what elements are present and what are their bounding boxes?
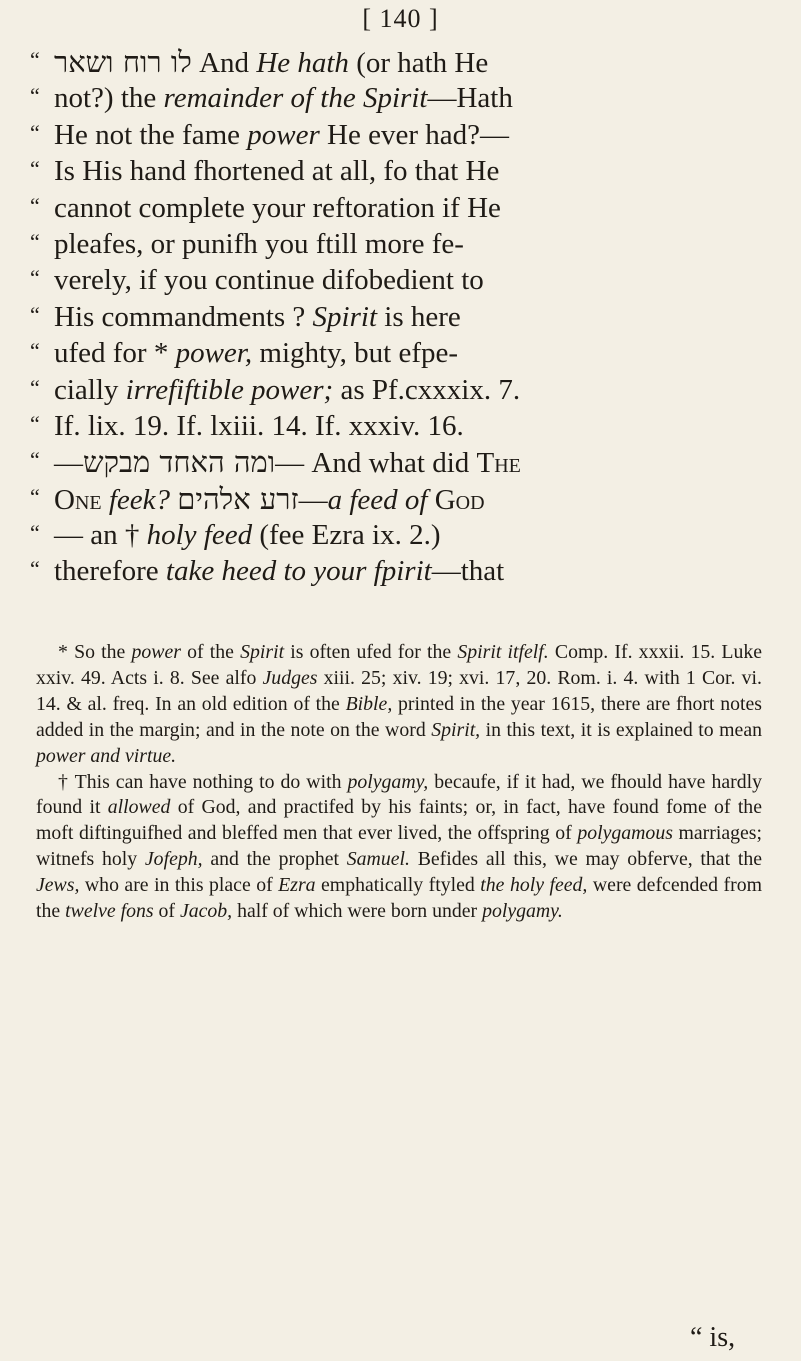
quote-mark: “ bbox=[30, 156, 40, 182]
quote-mark: “ bbox=[30, 520, 40, 546]
text-run: If. lix. 19. If. lxiii. 14. If. xxxiv. 16. bbox=[54, 409, 464, 442]
text-run: Samuel. bbox=[346, 848, 410, 871]
text-run: God bbox=[434, 483, 485, 516]
main-text bbox=[30, 44, 775, 590]
text-run: half of which were born under bbox=[232, 900, 483, 923]
text-run: as Pf.cxxxix. 7. bbox=[333, 373, 521, 406]
text-run: (or hath He bbox=[348, 47, 489, 79]
quote-mark: “ bbox=[30, 410, 40, 436]
text-run: twelve fons bbox=[65, 900, 154, 923]
text-run: cannot complete your reftoration if He bbox=[54, 191, 501, 224]
text-line bbox=[30, 44, 775, 80]
text-run: of God, and practifed by his faints; or, in fact, have found fome of the moft diftinguifhed and bleffed men that ever lived, the offspring of bbox=[36, 796, 762, 845]
text-line bbox=[30, 335, 775, 371]
text-run: Judges bbox=[262, 666, 318, 689]
text-run: of bbox=[153, 900, 180, 923]
text-run: holy feed bbox=[146, 519, 253, 552]
quote-mark: “ bbox=[30, 83, 40, 109]
quote-mark: “ bbox=[30, 192, 40, 218]
text-run: Jofeph, bbox=[144, 848, 203, 871]
text-line bbox=[30, 190, 775, 226]
quote-mark: “ bbox=[30, 265, 40, 291]
text-run: power, bbox=[175, 337, 253, 370]
text-run bbox=[427, 484, 434, 516]
text-run: Befides all this, we may obferve, that the bbox=[409, 848, 762, 871]
text-run: — bbox=[298, 483, 328, 516]
text-run: take heed to your fpirit bbox=[165, 555, 432, 588]
text-run: — bbox=[54, 447, 83, 480]
text-run: a feed of bbox=[327, 483, 428, 516]
quote-mark: “ bbox=[30, 228, 40, 254]
text-run: polygamy, bbox=[347, 770, 429, 793]
text-line bbox=[30, 299, 775, 335]
quote-mark: “ bbox=[30, 47, 40, 72]
text-run: And bbox=[191, 47, 257, 79]
text-run: Spirit itfelf. bbox=[457, 641, 549, 663]
text-run: were defcended from the bbox=[36, 874, 762, 923]
text-run: Bible, bbox=[345, 692, 393, 715]
text-run: and the prophet bbox=[202, 848, 347, 871]
text-run: Spirit bbox=[312, 300, 378, 333]
text-run: This can have nothing to do with bbox=[74, 770, 348, 793]
quote-mark: “ bbox=[30, 483, 40, 509]
text-run: pleafes, or punifh you ftill more fe- bbox=[54, 227, 464, 260]
text-run: He ever had?— bbox=[319, 118, 509, 151]
text-line bbox=[30, 262, 775, 298]
quote-mark: “ bbox=[30, 374, 40, 400]
text-line bbox=[30, 117, 775, 153]
text-run: cially bbox=[54, 373, 126, 406]
text-run: remainder of the Spirit bbox=[163, 82, 428, 115]
text-run: — an † bbox=[54, 519, 147, 552]
text-run: * bbox=[58, 641, 75, 663]
text-run: (fee Ezra ix. 2.) bbox=[252, 519, 441, 552]
text-run: power bbox=[131, 641, 181, 663]
text-run: Jacob, bbox=[179, 900, 233, 923]
footnote bbox=[36, 640, 762, 770]
text-run: becaufe, if it had, we fhould have hardly found it bbox=[36, 770, 762, 819]
text-run: His commandments ? bbox=[54, 300, 313, 333]
text-run: polygamous bbox=[577, 822, 673, 845]
text-run: — And what did bbox=[275, 447, 477, 480]
footnotes bbox=[36, 640, 762, 925]
text-line bbox=[30, 444, 775, 480]
text-run: —that bbox=[431, 555, 505, 588]
text-run: power bbox=[247, 118, 320, 151]
page-number: [ 140 ] bbox=[362, 4, 439, 33]
text-run: ומה האחד מבקש bbox=[83, 445, 276, 480]
text-run: the holy feed, bbox=[480, 874, 588, 897]
text-line bbox=[30, 553, 775, 589]
text-run: Spirit bbox=[240, 641, 285, 663]
quote-mark: “ bbox=[30, 301, 40, 327]
quote-mark: “ bbox=[30, 447, 40, 473]
text-line bbox=[30, 80, 775, 116]
text-run: verely, if you continue difobedient to bbox=[54, 264, 484, 297]
text-run: polygamy. bbox=[482, 900, 563, 923]
quote-mark: “ bbox=[30, 119, 40, 145]
quote-mark: “ bbox=[30, 338, 40, 364]
text-run: marriages; witnefs holy bbox=[36, 822, 762, 871]
text-line bbox=[30, 153, 775, 189]
text-run: in this text, it is explained to mean bbox=[480, 718, 763, 741]
text-run: † bbox=[58, 770, 75, 793]
text-run: emphatically ftyled bbox=[315, 874, 481, 897]
text-line bbox=[30, 226, 775, 262]
text-line bbox=[30, 372, 775, 408]
text-line bbox=[30, 408, 775, 444]
text-run: Is His hand fhortened at all, fo that He bbox=[54, 155, 500, 188]
footnote bbox=[36, 770, 762, 925]
text-run: irrefiftible power; bbox=[125, 373, 334, 406]
text-run: Jews, bbox=[36, 874, 80, 897]
text-run: power and virtue. bbox=[36, 744, 177, 767]
text-run: —Hath bbox=[427, 82, 513, 115]
text-run: זרע אלהים bbox=[177, 481, 299, 516]
catchword: “ is, bbox=[690, 1322, 736, 1353]
quote-mark: “ bbox=[30, 556, 40, 582]
text-line bbox=[30, 481, 775, 517]
text-run: So the bbox=[74, 641, 132, 663]
text-run: is here bbox=[377, 300, 461, 333]
text-run: ufed for * bbox=[54, 337, 176, 370]
text-run: allowed bbox=[107, 796, 171, 819]
text-run: not?) the bbox=[54, 82, 164, 115]
text-run: He hath bbox=[256, 47, 349, 79]
text-run: of the bbox=[180, 641, 241, 663]
text-run: therefore bbox=[54, 555, 166, 588]
text-run: לו רוח ושאר bbox=[54, 45, 192, 79]
text-run: feek? bbox=[108, 483, 171, 516]
text-run bbox=[102, 484, 109, 516]
text-run: One bbox=[54, 483, 102, 516]
text-run: Ezra bbox=[278, 874, 316, 897]
text-run: who are in this place of bbox=[79, 874, 279, 897]
text-run: is often ufed for the bbox=[284, 641, 458, 663]
text-run: mighty, but efpe- bbox=[252, 337, 459, 370]
text-run: Comp. If. xxxii. 15. Luke xxiv. 49. Acts i. 8. See alfo bbox=[36, 641, 763, 689]
text-line bbox=[30, 517, 775, 553]
text-run: He not the fame bbox=[54, 118, 248, 151]
text-run: Spirit, bbox=[431, 718, 481, 741]
text-run: xiii. 25; xiv. 19; xvi. 17, 20. Rom. i. 4. with 1 Cor. vi. 14. & al. freq. In an old edition of the bbox=[36, 666, 762, 715]
text-run: printed in the year 1615, there are fhort notes added in the margin; and in the note on the word bbox=[36, 692, 762, 741]
text-run: The bbox=[476, 447, 521, 480]
